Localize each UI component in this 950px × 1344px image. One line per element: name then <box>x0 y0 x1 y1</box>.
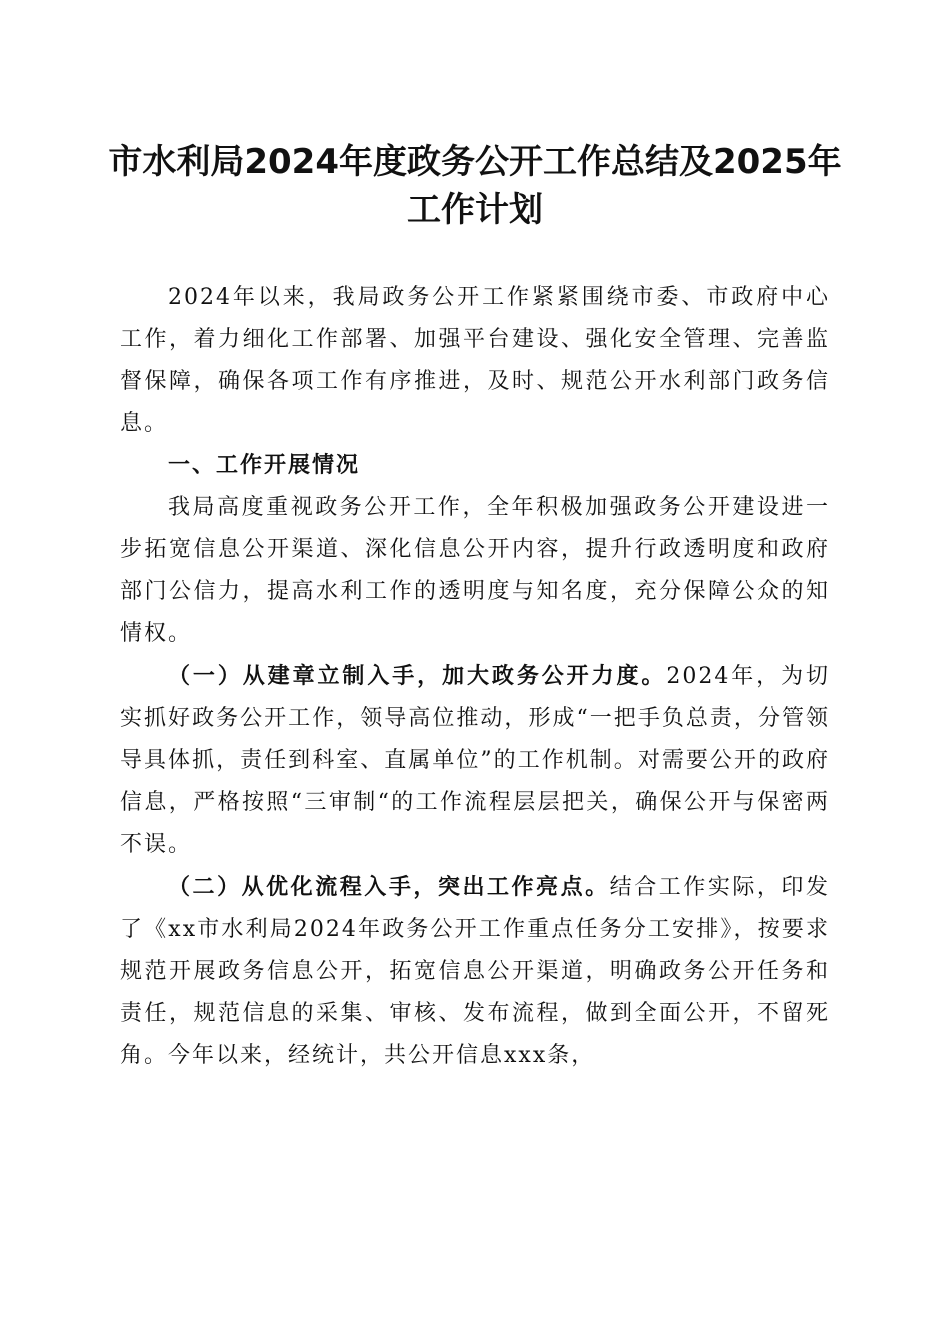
item-2-paragraph <box>120 866 830 1077</box>
document-title: 市水利局2024年度政务公开工作总结及2025年工作计划 <box>108 142 842 230</box>
item-2-lead: （二）从优化流程入手，突出工作亮点。 <box>168 874 610 900</box>
document-body <box>120 277 830 1077</box>
item-1-body: 2024年，为切实抓好政务公开工作，领导高位推动，形成“一把手负总责，分管领导具体抓，责任到科室、直属单位”的工作机制。对需要公开的政府信息，严格按照“三审制“的工作流程层层把关，确保公开与保密两不误。 <box>120 664 830 857</box>
item-1-lead: （一）从建章立制入手，加大政务公开力度。 <box>168 663 667 689</box>
section-intro-paragraph: 我局高度重视政务公开工作，全年积极加强政务公开建设进一步拓宽信息公开渠道、深化信息公开内容，提升行政透明度和政府部门公信力，提高水利工作的透明度与知名度，充分保障公众的知情权。 <box>120 495 830 646</box>
intro-paragraph: 2024年以来，我局政务公开工作紧紧围绕市委、市政府中心工作，着力细化工作部署、加强平台建设、强化安全管理、完善监督保障，确保各项工作有序推进，及时、规范公开水利部门政务信息。 <box>120 285 830 436</box>
item-2-body: 结合工作实际，印发了《xx市水利局2024年政务公开工作重点任务分工安排》，按要求规范开展政务信息公开，拓宽信息公开渠道，明确政务公开任务和责任，规范信息的采集、审核、发布流程，做到全面公开，不留死角。今年以来，经统计，共公开信息xxx条， <box>120 875 830 1068</box>
section-heading: 一、工作开展情况 <box>168 453 361 478</box>
item-1-paragraph <box>120 655 830 866</box>
